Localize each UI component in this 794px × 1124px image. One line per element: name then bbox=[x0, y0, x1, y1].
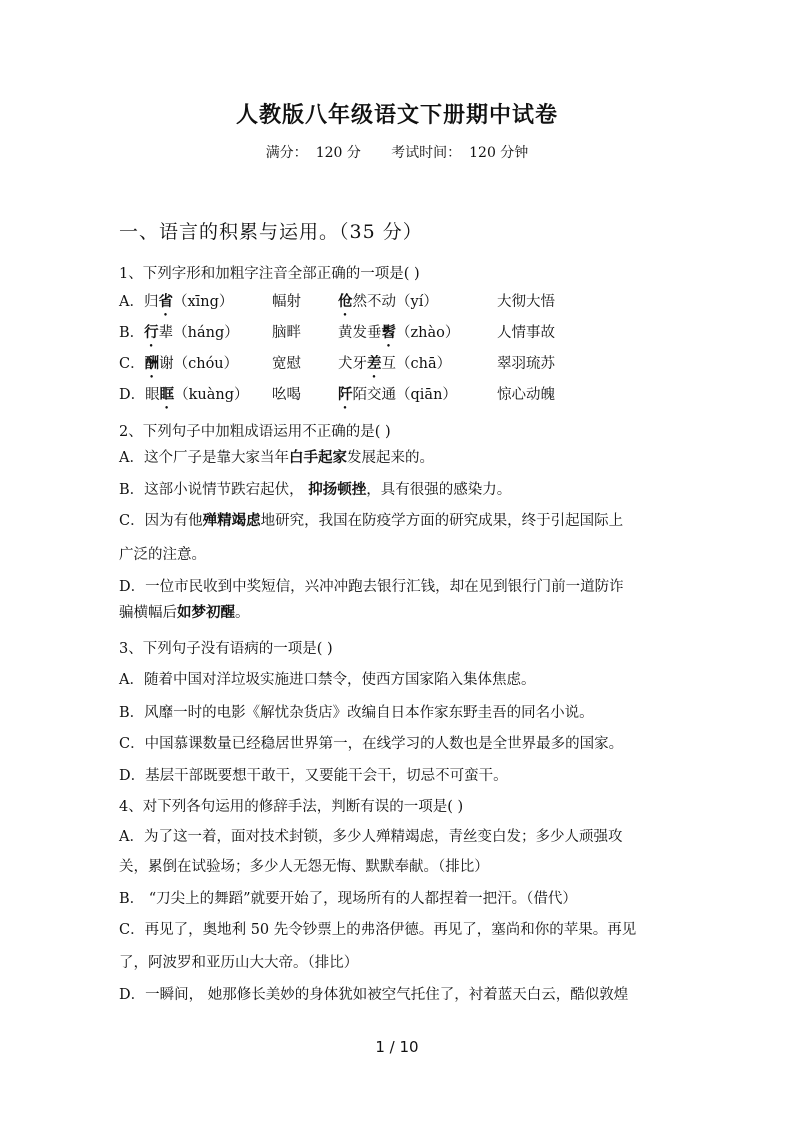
page-title: 人教版八年级语文下册期中试卷 bbox=[235, 102, 558, 128]
q1-d-col1 bbox=[119, 383, 249, 412]
q1-a-col3 bbox=[338, 290, 438, 319]
q2-d-post: 。 bbox=[235, 605, 250, 621]
q1-a-col2: 幅射 bbox=[272, 294, 301, 310]
q1-b-c-pre: 黄发垂 bbox=[338, 325, 382, 341]
q1-b-col3 bbox=[338, 321, 459, 350]
q1-b-col1 bbox=[119, 321, 239, 350]
q1-c-marked: 酬 bbox=[144, 355, 160, 372]
q2-d-idiom: 如梦初醒 bbox=[177, 604, 235, 621]
q4-stem: 4、对下列各句运用的修辞手法，判断有误的一项是( ) bbox=[119, 799, 464, 815]
q2-c-post: 地研究，我国在防疫学方面的研究成果，终于引起国际上 bbox=[260, 513, 624, 529]
q2-b-post: ，具有很强的感染力。 bbox=[366, 482, 512, 498]
q2-c-idiom: 殚精竭虑 bbox=[202, 512, 261, 529]
q1-d-col4: 惊心动魄 bbox=[497, 387, 555, 403]
q1-c-c-post: 互（chā） bbox=[381, 356, 452, 372]
q4-option-c-line1: C．再见了，奥地利 50 先令钞票上的弗洛伊德。再见了，塞尚和你的苹果。再见 bbox=[119, 922, 637, 938]
q3-stem: 3、下列句子没有语病的一项是( ) bbox=[119, 641, 333, 657]
q1-stem: 1、下列字形和加粗字注音全部正确的一项是( ) bbox=[119, 266, 420, 282]
q4-option-b: B． “刀尖上的舞蹈”就要开始了，现场所有的人都捏着一把汗。（借代） bbox=[119, 891, 577, 907]
q1-c-col2: 宽慰 bbox=[272, 356, 301, 372]
q2-option-a bbox=[119, 446, 434, 467]
score-value: 120 分 bbox=[315, 145, 361, 161]
q2-option-d-line1: D．一位市民收到中奖短信，兴冲冲跑去银行汇钱，却在见到银行门前一道防诈 bbox=[119, 579, 624, 595]
q1-c-col1 bbox=[119, 352, 238, 381]
q1-d-col2: 吆喝 bbox=[272, 387, 301, 403]
q2-b-pre: B．这部小说情节跌宕起伏， bbox=[119, 482, 309, 498]
q1-d-pinyin: （kuàng） bbox=[174, 387, 249, 403]
q1-a-text: A．归 bbox=[119, 294, 159, 310]
q2-option-d-line2 bbox=[119, 601, 250, 622]
q1-c-col3 bbox=[338, 352, 451, 381]
q1-b-text: B． bbox=[119, 325, 145, 341]
q1-a-col4: 大彻大悟 bbox=[497, 294, 555, 310]
q4-option-a-line1: A．为了这一着，面对技术封锁，多少人殚精竭虑，青丝变白发；多少人顽强攻 bbox=[119, 829, 623, 845]
q2-stem: 2、下列句子中加粗成语运用不正确的是( ) bbox=[119, 424, 391, 440]
q2-option-b bbox=[119, 478, 511, 499]
q1-c-c-marked: 差 bbox=[367, 355, 382, 372]
q1-c-text: C． bbox=[119, 356, 145, 372]
q2-b-idiom: 抑扬顿挫 bbox=[308, 481, 367, 498]
time-label: 考试时间： bbox=[391, 145, 462, 161]
q1-c-col4: 翠羽琉苏 bbox=[497, 356, 555, 372]
q1-d-marked: 眶 bbox=[159, 386, 175, 403]
q4-option-a-line2: 关，累倒在试验场；多少人无怨无悔、默默奉献。（排比） bbox=[119, 859, 489, 875]
q1-b-c-marked: 髫 bbox=[381, 324, 396, 341]
q1-a-c-marked: 伧 bbox=[338, 293, 353, 310]
exam-meta bbox=[0, 142, 794, 162]
q4-option-d-line1: D．一瞬间， 她那修长美妙的身体犹如被空气托住了，衬着蓝天白云，酷似敦煌 bbox=[119, 987, 629, 1003]
q3-option-a: A．随着中国对洋垃圾实施进口禁令，使西方国家陷入集体焦虑。 bbox=[119, 672, 536, 688]
q1-a-marked: 省 bbox=[158, 293, 173, 310]
q2-a-pre: A．这个厂子是靠大家当年 bbox=[119, 450, 289, 466]
q2-c-pre: C．因为有他 bbox=[119, 513, 203, 529]
q1-b-marked: 行 bbox=[144, 324, 159, 341]
page-number: 1 / 10 bbox=[375, 1038, 419, 1056]
score-label: 满分： bbox=[265, 145, 308, 161]
q1-a-pinyin: （xīng） bbox=[172, 294, 234, 310]
q1-c-pinyin: 谢（chóu） bbox=[159, 356, 239, 372]
q1-b-col2: 脑畔 bbox=[272, 325, 301, 341]
q2-option-c bbox=[119, 509, 623, 530]
q2-a-post: 发展起来的。 bbox=[346, 450, 434, 466]
q3-option-b: B．风靡一时的电影《解忧杂货店》改编自日本作家东野圭吾的同名小说。 bbox=[119, 705, 594, 721]
q1-b-col4: 人情事故 bbox=[497, 325, 555, 341]
q1-a-c-post: 然不动（yí） bbox=[352, 294, 438, 310]
q3-option-d: D．基层干部既要想干敢干，又要能干会干，切忌不可蛮干。 bbox=[119, 768, 508, 784]
q2-d-pre: 骗横幅后 bbox=[119, 605, 177, 621]
q1-d-text: D．眼 bbox=[119, 387, 160, 403]
section-heading: 一、语言的积累与运用。（35 分） bbox=[119, 221, 423, 243]
q3-option-c: C．中国慕课数量已经稳居世界第一，在线学习的人数也是全世界最多的国家。 bbox=[119, 736, 624, 752]
q1-d-c-marked: 阡 bbox=[338, 386, 353, 403]
q1-b-pinyin: 辈（háng） bbox=[158, 325, 239, 341]
q1-d-c-post: 陌交通（qiān） bbox=[352, 387, 457, 403]
time-value: 120 分钟 bbox=[469, 145, 529, 161]
q1-a-col1 bbox=[119, 290, 233, 319]
q4-option-c-line2: 了，阿波罗和亚历山大大帝。（排比） bbox=[119, 955, 359, 971]
q1-d-col3 bbox=[338, 383, 457, 412]
q2-a-idiom: 白手起家 bbox=[288, 449, 347, 466]
q1-c-c-pre: 犬牙 bbox=[338, 356, 367, 372]
q1-b-c-post: （zhào） bbox=[396, 325, 460, 341]
q2-option-c-line2: 广泛的注意。 bbox=[119, 547, 206, 563]
